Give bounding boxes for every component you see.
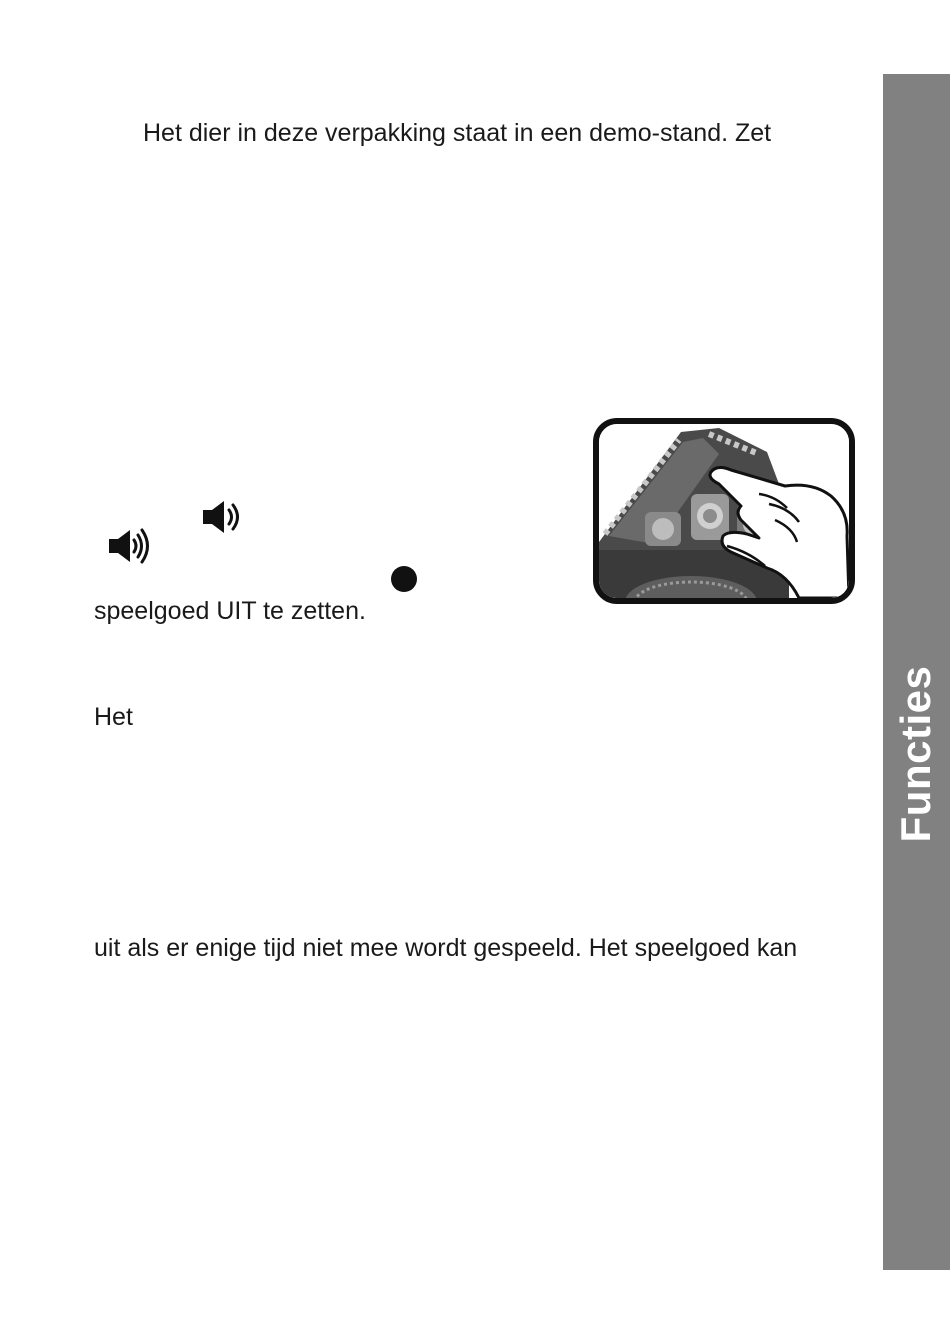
section-tab-label: Functies [892, 665, 939, 843]
speaker-volume-high-icon [106, 526, 154, 566]
intro-text: Het dier in deze verpakking staat in een demo-stand. Zet [143, 119, 772, 147]
het-text: Het [94, 703, 133, 731]
speaker-volume-low-icon [200, 498, 244, 536]
toy-button-illustration [593, 418, 855, 604]
auto-off-text: uit als er enige tijd niet mee wordt gespeeld. Het speelgoed kan [94, 934, 798, 962]
power-dot-icon [391, 566, 417, 592]
turn-off-text: speelgoed UIT te zetten. [94, 597, 366, 625]
section-side-tab [883, 74, 950, 1270]
